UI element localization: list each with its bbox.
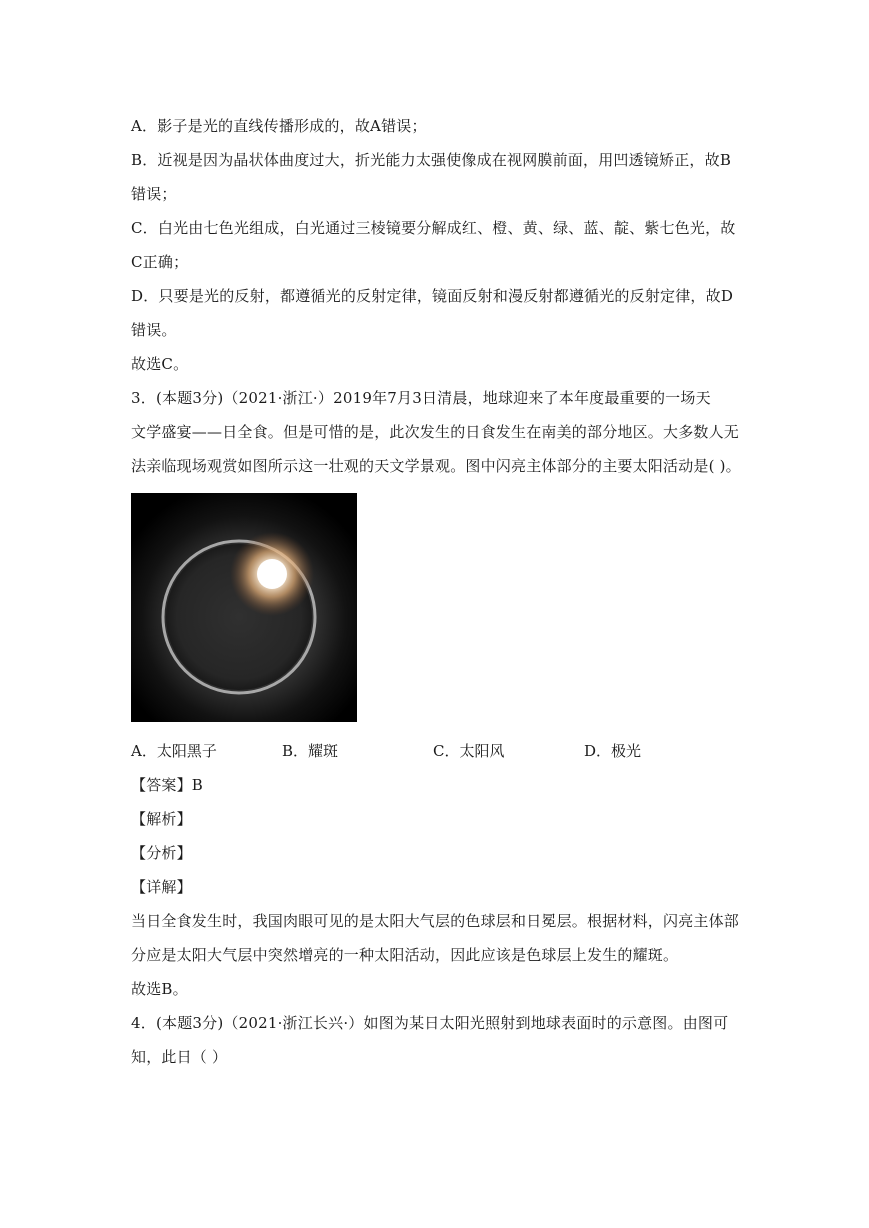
option-d[interactable]: D．极光 (584, 742, 642, 760)
solution-option-c-line1: C．白光由七色光组成，白光通过三棱镜要分解成红、橙、黄、绿、蓝、靛、紫七色光，故 (131, 219, 736, 237)
detail-line1: 当日全食发生时，我国肉眼可见的是太阳大气层的色球层和日冕层。根据材料，闪亮主体部 (131, 912, 740, 930)
option-c[interactable]: C．太阳风 (433, 742, 505, 760)
analysis-label: 【解析】 (131, 810, 192, 828)
solar-eclipse-diamond-ring-icon (131, 493, 357, 722)
answer-label: 【答案】B (131, 776, 204, 794)
detail-line2: 分应是太阳大气层中突然增亮的一种太阳活动，因此应该是色球层上发生的耀斑。 (131, 946, 679, 964)
detail-label: 【详解】 (131, 878, 192, 896)
solution-option-c-line2: C正确； (131, 253, 189, 271)
option-b[interactable]: B．耀斑 (282, 742, 339, 760)
question3-stem-line3: 法亲临现场观赏如图所示这一壮观的天文学景观。图中闪亮主体部分的主要太阳活动是( )。 (131, 457, 741, 475)
document-page (131, 109, 741, 1074)
question4-stem-line2: 知，此日（ ） (131, 1048, 228, 1066)
question4-stem-line1: 4．(本题3分)（2021·浙江长兴·）如图为某日太阳光照射到地球表面时的示意图。由图可 (131, 1014, 729, 1032)
solar-eclipse-image (131, 493, 357, 722)
question3-stem-line2: 文学盛宴——日全食。但是可惜的是，此次发生的日食发生在南美的部分地区。大多数人无 (131, 423, 740, 441)
question3-stem-line1: 3．(本题3分)（2021·浙江·）2019年7月3日清晨，地球迎来了本年度最重要的一场天 (131, 389, 711, 407)
fenxi-label: 【分析】 (131, 844, 192, 862)
solution-option-d-line2: 错误。 (131, 321, 177, 339)
solution-conclusion: 故选C。 (131, 355, 189, 373)
solution-option-b-line2: 错误； (131, 185, 177, 203)
question3-options (131, 734, 741, 768)
solution-option-a: A．影子是光的直线传播形成的，故A错误； (131, 117, 427, 135)
option-a[interactable]: A．太阳黑子 (131, 742, 217, 760)
question3-conclusion: 故选B。 (131, 980, 188, 998)
solution-option-b-line1: B．近视是因为晶状体曲度过大，折光能力太强使像成在视网膜前面，用凹透镜矫正，故B (131, 151, 732, 169)
solution-option-d-line1: D．只要是光的反射，都遵循光的反射定律，镜面反射和漫反射都遵循光的反射定律，故D (131, 287, 734, 305)
